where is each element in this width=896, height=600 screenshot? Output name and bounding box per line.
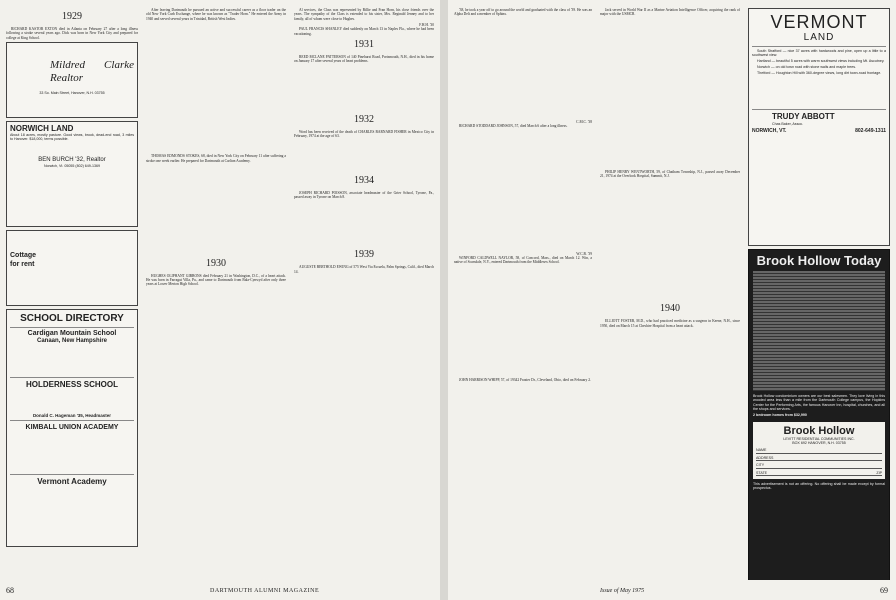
obit-text: HUGHES OLIPHANT GIBBONS died February 21 in Washington, D.C., of a heart attack. He was born in Farragut Villa, Pa., and came to Dartmouth from Bala-Cynwyd after only three years at Lower Merion High School. [146,273,286,287]
year-heading: 1939 [354,249,374,261]
signature: W.C.B. '39 [576,251,592,256]
page-number: 68 [6,586,14,595]
year-heading: 1931 [354,38,374,50]
cottage-title: Cottage for rent [10,251,37,268]
bench-address: Norwich, Vt. 05055 (802) 649-1369 [44,163,100,168]
brook-coupon [753,422,885,479]
norwich-title: NORWICH LAND [10,123,74,133]
trudy-name: TRUDY ABBOTT [772,112,835,122]
vermont-academy-name: Vermont Academy [37,477,107,487]
obit-text-continued [454,266,592,376]
obit-text: AUGUSTE BERTHOLD EWING of 575 West Via Escuela, Palm Springs, Calif., died March 14. [294,265,434,274]
issue-date: Issue of May 1975 [600,588,645,594]
right-col-2 [600,8,740,580]
obit-text: Al services, the Class was represented by Billie and Fran Horn, his close friends over the years. The sympathy of the Class is extended to his sister, Mrs. Reginald Jenney and to her family, all of whom were close to Hughes. [294,8,434,21]
coupon-state-field: STATE [756,470,768,475]
signature: F.H.H. '30 [419,22,434,27]
obit-text: PAUL FRANCIS SHANLEY died suddenly on March 13 in Naples Fla., where he had been vacationing. [294,27,434,36]
brook-logo: Brook Hollow [783,424,855,437]
obit-text: REED MCLANE PATTERSON of 140 Pinehurst Road, Portsmouth, N.H., died in his home on January 17 after several years of heart problems. [294,54,434,64]
coupon-city-field: CITY [756,463,882,468]
cardigan-location: Canaan, New Hampshire [36,337,108,344]
brook-text: Brook Hollow condominium owners are our best salesmen. They love living in this wooded area less than a mile from the Dartmouth College campus, the Hopkins Center for the Performing Arts, the famous Hanover Inn, hospital, churches, and all the shops and services. [753,394,885,412]
left-page [0,0,440,600]
realtor-name: Mildred Clarke Realtor [50,58,134,84]
spine [440,0,448,600]
norwich-land-ad [6,121,138,227]
bench-title: BEN BURCH '32, Realtor [38,156,106,163]
obit-text: After leaving Dartmouth he pursued an active and successful career as a floor trader on the old New York Curb Exchange, where he was known as "Trader Horn." He entered the Army in 1940 and served several years in Trinidad, British West Indies. [146,8,286,21]
brook-hollow-ad [748,249,890,580]
obit-text: RICHARD STODDARD JOHNSON, 57, died March 6 after a long illness. [459,124,568,129]
brook-fine-print: This advertisement is not an offering. No offering shall be made except by formal prospectus. [753,481,885,491]
obit-text: WINFORD CALDWELL NAYLOR, 58, of Concord, Mass., died on March 12. Win, a native of Scarsdale, N.Y., entered Dartmouth from the Middlesex School. [454,256,592,265]
obit-text: JOHN HARRISON WHIPP, 57, of 19342 Frazier Dr., Cleveland, Ohio, died on February 2. [459,377,591,382]
vermont-land-ad [748,8,890,246]
right-footer [448,586,896,596]
year-heading: 1930 [206,257,226,269]
obit-text-continued [600,18,740,168]
year-heading: 1932 [354,113,374,125]
coupon-zip-field: ZIP [876,470,882,475]
right-col-3 [748,8,890,580]
vermont-item: Thetford — Houghton Hill with 360-degree views, long dirt town-road frontage. [757,71,882,76]
holderness-name: HOLDERNESS SCHOOL [25,379,118,389]
trudy-location: NORWICH, VT. [752,128,787,135]
obit-text-continued [146,165,286,255]
obit-text: RICHARD KASTOR EXTON died in Atlanta on February 27 after a long illness following a stroke several years ago. Dick was born in New York City and prepared for college at King School. [6,27,138,40]
brook-title: Brook Hollow Today [756,253,882,268]
holderness-head: Donald C. Hageman '35, Headmaster [32,412,112,418]
brook-photo [753,271,885,391]
obit-text: PHILIP HENRY WENTWORTH, 59, of Chatham Township, N.J., passed away December 21, 1974 at the Overlook Hospital, Summit, N.J. [600,169,740,179]
school-directory-title: SCHOOL DIRECTORY [20,312,124,324]
page-number: 69 [880,586,888,595]
cardigan-name: Cardigan Mountain School [27,329,117,337]
vermont-subtitle: LAND [803,32,835,43]
obit-text: '38, he took a year off to go around the world and graduated with the class of '39. He was an Alpha Delt and a member of Sphinx. [454,8,592,17]
left-col-3 [294,8,434,580]
trudy-sub: Chas Baker, Assoc. [772,122,804,127]
obit-text-continued [146,23,286,153]
signature: C.M.C. '38 [576,119,592,124]
obit-text: ELLIOTT FOSTER, M.D., who had practiced medicine as a surgeon in Keene, N.H., since 1950, died on March 15 at Cheshire Hospital from a heart attack. [600,319,740,328]
brook-company: LEVITT RESIDENTIAL COMMUNITIES INC. [783,436,855,441]
left-col-1 [6,8,138,580]
brook-address: BOX 692 HANOVER, N.H. 03755 [792,440,846,445]
kimball-name: KIMBALL UNION ACADEMY [25,424,119,432]
obit-text: THOMAS EDMONDS STOKES, 68, died in New York City on February 11 after suffering a stroke one week earlier. He prepared for Dartmouth at Carlton Academy. [146,154,286,163]
vermont-item: Hartland — beautiful 5 acres with warm southwest views including Mt. Ascutney. [757,59,885,64]
norwich-text: About 18 acres, mostly pasture. Good views, brook, dead-end road, 3 miles to Hanover. $18,000, terms possible. [10,132,134,142]
obit-text-continued [454,130,592,250]
obit-text-continued [600,180,740,300]
right-col-1 [454,8,592,580]
year-heading: 1940 [660,303,680,315]
cottage-ad [6,230,138,306]
brook-price: 2 bedroom homes from $32,990 [753,413,807,418]
right-page [448,0,896,600]
vermont-item: Norwich — on old town road with stone walls and maple trees. [757,65,857,70]
coupon-address-field: ADDRESS [756,456,882,461]
left-col-2 [146,8,286,580]
realtor-address: 33 So. Main Street, Hanover, N.H. 03755 [39,90,105,95]
obit-text-continued [454,18,592,118]
coupon-name-field: NAME [756,448,882,453]
trudy-phone: 802-649-1311 [855,128,886,135]
realtor-ad [6,42,138,118]
left-footer [0,586,440,596]
vermont-item: South Strafford — nice 37 acres with hardwoods and pine, open up a little to a southwest view. [752,49,886,58]
obit-text: Jack served in World War II as a Marine Aviation Intelligence Officer, acquiring the rank of major with the USMCR. [600,8,740,17]
year-heading: 1934 [354,174,374,186]
year-heading: 1929 [62,11,82,22]
magazine-name: DARTMOUTH ALUMNI MAGAZINE [210,588,320,594]
obit-text: Word has been received of the death of CHARLES BARNARD FISHER in Mexico City in February, 1974 at the age of 63. [294,129,434,139]
obit-text: JOSEPH RICHARD POISSON, associate headmaster of the Grier School, Tyrone, Pa., passed away in Tyrone on March 8. [294,190,434,199]
vermont-title: VERMONT [770,12,868,32]
school-directory [6,309,138,547]
